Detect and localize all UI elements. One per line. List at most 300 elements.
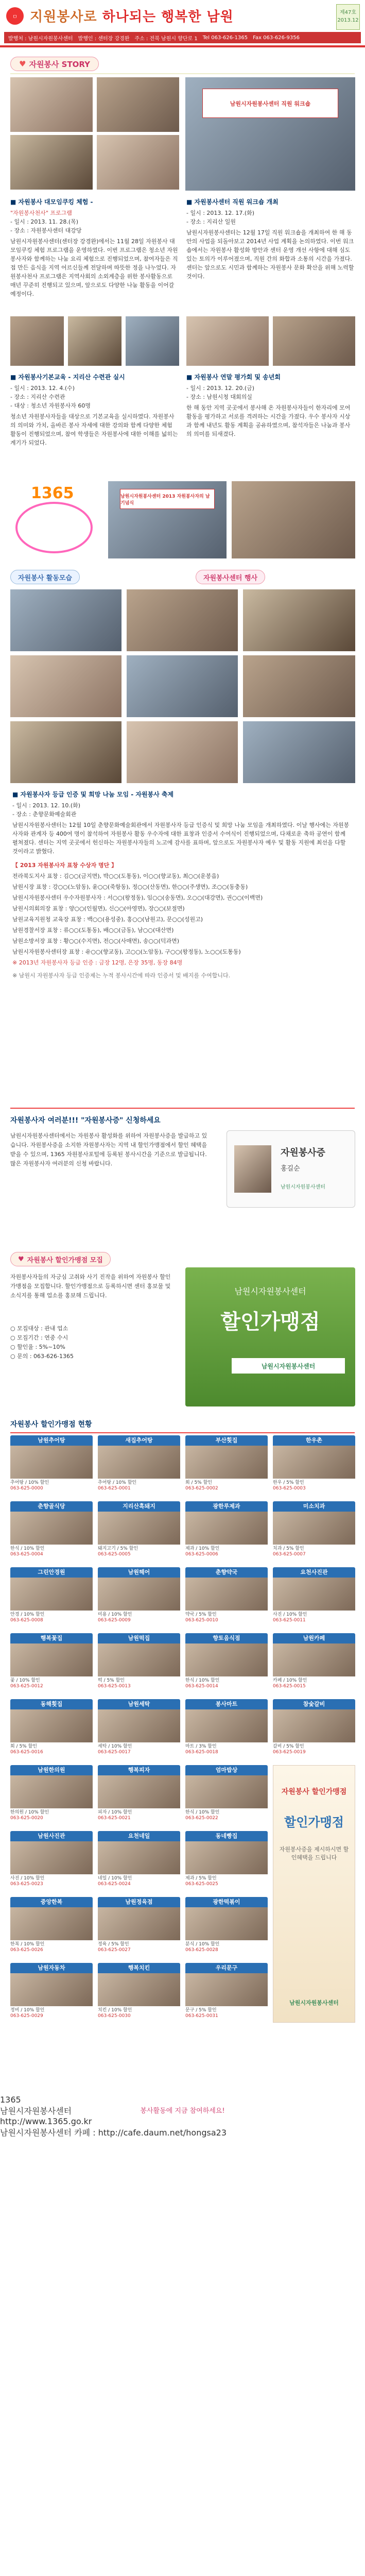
newsletter-logo: ㅁ xyxy=(6,7,24,25)
story-photo-cooking-3 xyxy=(10,135,93,190)
shop-meta xyxy=(98,1545,180,1557)
gallery-photo xyxy=(243,655,355,717)
recruit-heading: 자원봉사자 여러분!!! "자원봉사증" 신청하세요 xyxy=(10,1116,161,1125)
logo-1365-text: 1365 xyxy=(31,484,74,502)
ceremony-photo-1 xyxy=(108,481,227,558)
shop-category: 추어탕 / 10% 할인 xyxy=(10,1480,49,1485)
shop-phone: 063-625-0021 xyxy=(98,1816,131,1821)
shop-card xyxy=(10,1765,93,1826)
recruit-body: 남원시자원봉사센터에서는 자원봉사 활성화를 위하여 자원봉사증을 발급하고 있습니다. 자원봉사증을 소지한 자원봉사자는 지역 내 할인가맹점에서 할인 혜택을 받을 수 있으며, 1365 자원봉사포털에 등록된 봉사시간을 기준으로 발급됩니다. 많은 자원봉사자 여러분의 신청 바랍니다. xyxy=(10,1132,207,1167)
article-meta: - 대상 : 청소년 자원봉사자 60명 xyxy=(10,402,91,409)
story-block xyxy=(0,74,365,569)
poster-org: 남원시자원봉사센터 xyxy=(289,1999,339,2006)
shopjoin-heading-text: 자원봉사 할인가맹점 모집 xyxy=(27,1256,103,1264)
shop-photo xyxy=(98,1446,180,1479)
shop-meta xyxy=(10,2006,93,2019)
award-line: 남원소방서장 표창 : 황○○(수지면), 전○○(사매면), 송○○(덕과면) xyxy=(12,938,180,944)
article-meta: - 일시 : 2013. 11. 28.(목) xyxy=(10,218,79,225)
shop-phone: 063-625-0027 xyxy=(98,1947,131,1953)
article-festival xyxy=(12,790,353,980)
shop-photo xyxy=(273,1446,355,1479)
shop-category: 네일 / 10% 할인 xyxy=(98,1876,132,1881)
shop-photo xyxy=(185,1578,268,1611)
shop-category: 미용 / 10% 할인 xyxy=(98,1612,132,1617)
shop-photo xyxy=(185,1446,268,1479)
info-item: Fax 063-626-9356 xyxy=(253,35,300,41)
publisher-info-bar xyxy=(4,32,361,43)
shop-category: 한복 / 10% 할인 xyxy=(10,1942,45,1947)
shop-meta xyxy=(10,1742,93,1755)
newsletter-title xyxy=(30,6,234,25)
shop-phone: 063-625-0012 xyxy=(10,1684,43,1689)
shop-name: 요천네일 xyxy=(98,1831,180,1841)
award-line: 남원시의회의장 표창 : 양○○(인월면), 신○○(아영면), 장○○(보절면) xyxy=(12,905,185,912)
gallery-photo xyxy=(127,589,238,651)
poster-org: 남원시자원봉사센터 xyxy=(232,1358,345,1374)
shop-phone: 063-625-0022 xyxy=(185,1816,218,1821)
gallery-heading xyxy=(10,570,80,584)
info-item: 발행인 : 센터장 강경완 xyxy=(78,36,130,42)
shop-category: 정비 / 10% 할인 xyxy=(10,2008,45,2013)
shop-category: 치과 / 5% 할인 xyxy=(273,1546,304,1551)
shop-phone: 063-625-0013 xyxy=(98,1684,131,1689)
shop-name: 남원세탁 xyxy=(98,1699,180,1709)
shop-name: 한우촌 xyxy=(273,1435,355,1446)
article-meta: - 일시 : 2013. 12. 10.(화) xyxy=(12,802,81,809)
gallery-heading-row xyxy=(0,569,365,587)
shop-category: 떡 / 5% 할인 xyxy=(98,1678,125,1683)
shop-name: 남원추어탕 xyxy=(10,1435,93,1446)
shop-category: 회 / 5% 할인 xyxy=(10,1744,37,1749)
shop-phone: 063-625-0018 xyxy=(185,1750,218,1755)
shopjoin-item: ○ 문의 : 063-626-1365 xyxy=(10,1353,74,1360)
shop-photo xyxy=(185,1841,268,1874)
shop-phone: 063-625-0024 xyxy=(98,1882,131,1887)
shop-card xyxy=(10,1435,93,1496)
shop-meta xyxy=(10,1479,93,1492)
shop-photo xyxy=(10,1446,93,1479)
shopjoin-poster xyxy=(185,1267,355,1406)
shop-photo xyxy=(10,1512,93,1545)
shop-name: 부산횟집 xyxy=(185,1435,268,1446)
issue-date: 2013.12 xyxy=(337,18,359,23)
shop-name: 남원카페 xyxy=(273,1633,355,1643)
shop-meta xyxy=(185,1479,268,1492)
gallery-right-heading-text: 자원봉사센터 행사 xyxy=(203,574,257,582)
article-meta: - 장소 : 남원시청 대회의실 xyxy=(186,394,252,400)
shop-name: 춘향약국 xyxy=(185,1567,268,1578)
shop-name: 엄마밥상 xyxy=(185,1765,268,1775)
footer-url-link[interactable]: http://www.1365.go.kr xyxy=(0,2116,92,2126)
illustration-1365 xyxy=(10,481,103,558)
shop-phone: 063-625-0020 xyxy=(10,1816,43,1821)
shop-category: 약국 / 5% 할인 xyxy=(185,1612,217,1617)
shop-photo xyxy=(98,1643,180,1676)
gallery-photo xyxy=(10,589,121,651)
shop-card xyxy=(273,1501,355,1562)
story-heading-pill xyxy=(10,57,99,71)
shop-card xyxy=(10,1963,93,2024)
article-subtitle: "자원봉사천사" 프로그램 xyxy=(10,210,72,216)
shop-name: 봉사마트 xyxy=(185,1699,268,1709)
shop-name: 남원자동차 xyxy=(10,1963,93,1973)
shop-category: 사진 / 10% 할인 xyxy=(10,1876,45,1881)
shop-photo xyxy=(10,1643,93,1676)
article-education xyxy=(10,373,179,447)
shop-category: 분식 / 10% 할인 xyxy=(185,1942,220,1947)
shop-photo xyxy=(98,1907,180,1940)
award-line: 남원교육지원청 교육장 표창 : 백○○(용성중), 홍○○(남원고), 문○○(성원고) xyxy=(12,916,203,923)
shop-card xyxy=(10,1567,93,1628)
shop-phone: 063-625-0001 xyxy=(98,1486,131,1491)
shop-meta xyxy=(185,1545,268,1557)
article-title: ■ 자원봉사 연말 평가회 및 송년회 xyxy=(186,374,281,381)
shop-meta xyxy=(98,1940,180,1953)
title-part-a: 지원봉사로 xyxy=(30,9,102,25)
poster-sub: 자원봉사증을 제시하시면 할인혜택을 드립니다 xyxy=(279,1846,349,1861)
award-line: 남원시장 표창 : 강○○(노암동), 윤○○(죽항동), 정○○(산동면), 한○○(주생면), 조○○(동충동) xyxy=(12,884,248,890)
shop-card xyxy=(273,1699,355,1760)
shops-heading: 자원봉사 할인가맹점 현황 xyxy=(10,1420,92,1429)
shop-card xyxy=(10,1831,93,1892)
shop-photo xyxy=(185,1907,268,1940)
shopjoin-block xyxy=(0,1252,365,1417)
shop-grid xyxy=(0,1435,365,2095)
shops-heading-row xyxy=(0,1417,365,1435)
shop-photo xyxy=(98,1841,180,1874)
shop-card xyxy=(10,1699,93,1760)
shop-photo xyxy=(185,1775,268,1808)
shopjoin-items xyxy=(10,1324,175,1361)
poster-big-text: 할인가맹점 xyxy=(220,1310,320,1334)
shop-photo xyxy=(273,1578,355,1611)
shop-category: 정육 / 5% 할인 xyxy=(98,1942,129,1947)
shop-category: 제과 / 10% 할인 xyxy=(185,1546,220,1551)
shop-card xyxy=(185,1633,268,1694)
shop-card xyxy=(10,1897,93,1958)
shop-photo xyxy=(185,1973,268,2006)
shop-meta xyxy=(98,1808,180,1821)
shop-name: 광한떡볶이 xyxy=(185,1897,268,1907)
story-photo-education-2 xyxy=(68,316,121,366)
footer-logo-1365: 1365 xyxy=(0,2095,21,2105)
shop-meta xyxy=(98,1611,180,1623)
awards-title: 【 2013 자원봉사자 표창 수상자 명단 】 xyxy=(12,862,117,869)
info-item: 주소 : 전북 남원시 향단로 1 xyxy=(134,36,198,42)
shop-card xyxy=(98,1435,180,1496)
article-meta: - 일시 : 2013. 12. 4.(수) xyxy=(10,385,75,392)
gallery-photo xyxy=(10,721,121,783)
shop-category: 한식 / 10% 할인 xyxy=(10,1546,45,1551)
shop-card xyxy=(185,1567,268,1628)
gallery-photo xyxy=(243,721,355,783)
shop-card xyxy=(185,1699,268,1760)
article-body: 남원시자원봉사센터는 12월 10일 춘향문화예술회관에서 자원봉사자 등급 인증식 및 희망 나눔 모임을 개최하였다. 이날 행사에는 자원봉사자와 관계자 등 400여 명이 참석하여 자원봉사 활동 우수자에 대한 표창과 인증서 수여식이 진행되었으며, 다채로운 축하 공연이 함께 펼쳐졌다. 센터는 지역 곳곳에서 헌신하는 자원봉사자들의 노고에 감사를 표하며, 앞으로도 자원봉사자 예우 및 활동 지원에 최선을 다할 것이라고 밝혔다. xyxy=(12,822,350,855)
shop-phone: 063-625-0029 xyxy=(10,2013,43,2019)
shop-name: 우리문구 xyxy=(185,1963,268,1973)
shop-category: 문구 / 5% 할인 xyxy=(185,2008,217,2013)
shop-phone: 063-625-0028 xyxy=(185,1947,218,1953)
shop-photo xyxy=(185,1512,268,1545)
shop-meta xyxy=(185,1611,268,1623)
shop-photo xyxy=(98,1709,180,1742)
shopjoin-item: ○ 할인율 : 5%~10% xyxy=(10,1344,65,1350)
article-meta: - 장소 : 자원봉사센터 대강당 xyxy=(10,227,82,234)
shop-phone: 063-625-0017 xyxy=(98,1750,131,1755)
shop-name: 남원떡집 xyxy=(98,1633,180,1643)
shop-meta xyxy=(98,1874,180,1887)
shop-card xyxy=(185,1435,268,1496)
poster-big-text: 할인가맹점 xyxy=(284,1815,344,1829)
story-photo-party-2 xyxy=(273,316,355,366)
story-photo-party-1 xyxy=(186,316,269,366)
shop-meta xyxy=(98,1676,180,1689)
shop-meta xyxy=(185,2006,268,2019)
shop-meta xyxy=(185,1676,268,1689)
shop-photo xyxy=(273,1643,355,1676)
divider xyxy=(10,1108,355,1109)
shop-category: 카페 / 10% 할인 xyxy=(273,1678,307,1683)
award-line: ※ 2013년 자원봉사자 등급 인증 : 금장 12명, 은장 35명, 동장 84명 xyxy=(12,959,183,966)
shop-meta xyxy=(273,1545,355,1557)
gallery-right-heading xyxy=(196,570,265,584)
story-photo-education-3 xyxy=(126,316,179,366)
shop-photo xyxy=(98,1973,180,2006)
shop-category: 추어탕 / 10% 할인 xyxy=(98,1480,137,1485)
shop-meta xyxy=(10,1611,93,1623)
shop-category: 한식 / 10% 할인 xyxy=(185,1810,220,1815)
shop-photo xyxy=(10,1841,93,1874)
shop-photo xyxy=(98,1775,180,1808)
shops-poster xyxy=(273,1765,355,2023)
shopjoin-heading xyxy=(10,1252,111,1266)
award-line: 남원경찰서장 표창 : 류○○(도통동), 배○○(금동), 남○○(대산면) xyxy=(12,927,174,934)
shopjoin-body: 자원봉사자들의 자긍심 고취와 사기 진작을 위하여 자원봉사 할인가맹점을 모집합니다. 할인가맹점으로 등록하시면 센터 홍보물 및 소식지를 통해 업소를 홍보해 드립니다. xyxy=(10,1274,171,1299)
shop-phone: 063-625-0019 xyxy=(273,1750,306,1755)
shop-card xyxy=(185,1831,268,1892)
shop-meta xyxy=(10,1676,93,1689)
shop-photo xyxy=(185,1709,268,1742)
shop-meta xyxy=(273,1479,355,1492)
gallery-block xyxy=(0,587,365,788)
shop-name: 남원사진관 xyxy=(10,1831,93,1841)
article-cooking xyxy=(10,198,179,298)
award-line: 남원시자원봉사센터장 표창 : 유○○(향교동), 고○○(노암동), 구○○(왕정동), 노○○(도통동) xyxy=(12,948,241,955)
shop-meta xyxy=(10,1545,93,1557)
story-photo-education-1 xyxy=(10,316,64,366)
story-photo-cooking-4 xyxy=(97,135,179,190)
card-org: 남원시자원봉사센터 xyxy=(281,1184,325,1190)
card-photo xyxy=(234,1145,271,1193)
shop-photo xyxy=(10,1907,93,1940)
shop-meta xyxy=(98,1479,180,1492)
gallery-photo xyxy=(10,655,121,717)
gallery-heading-text: 자원봉사 활동모습 xyxy=(18,574,72,582)
shop-category: 사진 / 10% 할인 xyxy=(273,1612,307,1617)
shop-phone: 063-625-0015 xyxy=(273,1684,306,1689)
shop-meta xyxy=(273,1611,355,1623)
shop-name: 동네빵집 xyxy=(185,1831,268,1841)
shop-meta xyxy=(98,2006,180,2019)
shop-phone: 063-625-0008 xyxy=(10,1618,43,1623)
shop-meta xyxy=(10,1874,93,1887)
issue-box xyxy=(336,4,360,30)
article-title: ■ 자원봉사자 등급 인증 및 희망 나눔 모임 - 자원봉사 축제 xyxy=(12,791,174,798)
story-photo-cooking-1 xyxy=(10,77,93,132)
shop-category: 제과 / 5% 할인 xyxy=(185,1876,217,1881)
newsletter-header xyxy=(0,0,365,47)
shop-name: 행복피자 xyxy=(98,1765,180,1775)
footer xyxy=(0,2095,365,2171)
shop-card xyxy=(98,1501,180,1562)
shop-category: 한의원 / 10% 할인 xyxy=(10,1810,49,1815)
article-title: ■ 자원봉사센터 직원 워크숍 개최 xyxy=(186,198,279,206)
shop-photo xyxy=(10,1709,93,1742)
shop-name: 남원헤어 xyxy=(98,1567,180,1578)
ceremony-banner: 남원시자원봉사센터 2013 자원봉사자의 날 기념식 xyxy=(120,489,215,509)
article-body: 한 해 동안 지역 곳곳에서 봉사해 온 자원봉사자들이 한자리에 모여 활동을 평가하고 서로를 격려하는 시간을 가졌다. 우수 봉사자 시상과 함께 내년도 활동 계획을 공유하였으며, 참석자들은 나눔과 봉사의 의미를 되새겼다. xyxy=(186,404,351,437)
story-photo-cooking-2 xyxy=(97,77,179,132)
story-photo-workshop xyxy=(185,77,355,191)
shop-card xyxy=(273,1633,355,1694)
shop-name: 지리산흑돼지 xyxy=(98,1501,180,1512)
gallery-photo xyxy=(127,655,238,717)
shop-name: 미소치과 xyxy=(273,1501,355,1512)
shop-meta xyxy=(185,1742,268,1755)
story-heading xyxy=(0,54,365,74)
shop-category: 마트 / 3% 할인 xyxy=(185,1744,217,1749)
article-meta: - 일시 : 2013. 12. 17.(화) xyxy=(186,210,255,216)
shop-category: 치킨 / 10% 할인 xyxy=(98,2008,132,2013)
article-meta: - 장소 : 춘향문화예술회관 xyxy=(12,811,77,818)
shop-phone: 063-625-0006 xyxy=(185,1552,218,1557)
shop-meta xyxy=(98,1742,180,1755)
shop-photo xyxy=(10,1578,93,1611)
shopjoin-item: ○ 모집대상 : 관내 업소 xyxy=(10,1325,68,1332)
article-title: ■ 자원봉사기본교육 - 지리산 수련관 실시 xyxy=(10,374,125,381)
shop-card xyxy=(273,1435,355,1496)
shop-phone: 063-625-0010 xyxy=(185,1618,218,1623)
shop-name: 중앙한복 xyxy=(10,1897,93,1907)
shop-category: 안경 / 10% 할인 xyxy=(10,1612,45,1617)
shop-category: 회 / 5% 할인 xyxy=(185,1480,212,1485)
shopjoin-item: ○ 모집기간 : 연중 수시 xyxy=(10,1334,68,1341)
shop-name: 춘향골식당 xyxy=(10,1501,93,1512)
shop-meta xyxy=(10,1940,93,1953)
shop-card xyxy=(273,1567,355,1628)
shop-phone: 063-625-0030 xyxy=(98,2013,131,2019)
shop-phone: 063-625-0031 xyxy=(185,2013,218,2019)
shop-card xyxy=(98,1765,180,1826)
shop-card xyxy=(98,1831,180,1892)
shop-phone: 063-625-0026 xyxy=(10,1947,43,1953)
shop-phone: 063-625-0003 xyxy=(273,1486,306,1491)
shop-phone: 063-625-0000 xyxy=(10,1486,43,1491)
shop-card xyxy=(98,1963,180,2024)
volunteer-card xyxy=(227,1130,355,1208)
shop-name: 남원정육점 xyxy=(98,1897,180,1907)
heart-icon: ♥ xyxy=(18,1255,24,1263)
shop-name: 새집추어탕 xyxy=(98,1435,180,1446)
article-body: 남원시자원봉사센터는 12월 17일 직원 워크숍을 개최하여 한 해 동안의 사업을 되돌아보고 2014년 사업 계획을 논의하였다. 이번 워크숍에서는 자원봉사 활성화 방안과 센터 운영 개선 사항에 대해 심도 있는 토의가 이루어졌으며, 직원 간의 화합과 소통의 시간을 가졌다. 센터는 앞으로도 시민과 함께하는 자원봉사 문화 확산을 위해 노력할 것이다. xyxy=(186,229,354,280)
shop-phone: 063-625-0023 xyxy=(10,1882,43,1887)
shop-card xyxy=(185,1897,268,1958)
story-heading-text: 자원봉사 STORY xyxy=(29,59,91,69)
shop-meta xyxy=(185,1808,268,1821)
footer-cafe-link[interactable]: 남원시자원봉사센터 카페 : http://cafe.daum.net/hongsa23 xyxy=(0,2128,227,2138)
shop-phone: 063-625-0011 xyxy=(273,1618,306,1623)
article-meta: - 장소 : 지리산 일원 xyxy=(186,218,236,225)
issue-number: 제47호 xyxy=(339,10,357,15)
shop-photo xyxy=(273,1709,355,1742)
shop-phone: 063-625-0007 xyxy=(273,1552,306,1557)
festival-block xyxy=(0,788,365,1108)
shop-meta xyxy=(185,1874,268,1887)
shop-category: 한우 / 5% 할인 xyxy=(273,1480,304,1485)
info-item: 발행처 : 남원시자원봉사센터 xyxy=(8,36,73,42)
festival-footnote: ※ 남원시 자원봉사자 등급 인증제는 누적 봉사시간에 따라 인증서 및 배지를 수여합니다. xyxy=(12,972,231,979)
shop-name: 행복꽃집 xyxy=(10,1633,93,1643)
gallery-photo xyxy=(127,721,238,783)
shop-photo xyxy=(98,1578,180,1611)
shop-meta xyxy=(185,1940,268,1953)
gallery-photo xyxy=(243,589,355,651)
shop-name: 광한루제과 xyxy=(185,1501,268,1512)
award-line: 남원시자원봉사센터 우수자원봉사자 : 서○○(왕정동), 임○○(송동면), 오○○(대강면), 권○○(이백면) xyxy=(12,894,263,901)
article-meta: - 장소 : 지리산 수련관 xyxy=(10,394,65,400)
shop-photo xyxy=(10,1973,93,2006)
ceremony-photo-2 xyxy=(232,481,355,558)
shop-card xyxy=(98,1633,180,1694)
shop-phone: 063-625-0009 xyxy=(98,1618,131,1623)
card-title: 자원봉사증 xyxy=(281,1147,325,1158)
shop-card xyxy=(98,1897,180,1958)
shop-name: 행복치킨 xyxy=(98,1963,180,1973)
shop-card xyxy=(98,1699,180,1760)
shop-card xyxy=(98,1567,180,1628)
title-part-b: 하나되는 행복한 남원 xyxy=(102,9,234,25)
shop-name: 그린안경원 xyxy=(10,1567,93,1578)
shop-category: 꽃 / 10% 할인 xyxy=(10,1678,40,1683)
article-body: 남원시자원봉사센터(센터장 강경완)에서는 11월 28일 자원봉사 대모임쿠킹 체험 프로그램을 운영하였다. 이번 프로그램은 청소년 자원봉사자와 함께하는 나눔 요리 체험으로 진행되었으며, 참여자들은 직접 만든 음식을 지역 어르신들께 전달하며 따뜻한 정을 나누었다. 자원봉사천사 프로그램은 지역사회의 소외계층을 위한 봉사활동으로 매년 꾸준히 진행되고 있으며, 앞으로도 다양한 나눔 활동을 이어갈 예정이다. xyxy=(10,238,178,297)
shop-phone: 063-625-0016 xyxy=(10,1750,43,1755)
heart-icon: ♥ xyxy=(19,59,26,69)
shop-card xyxy=(185,1501,268,1562)
shop-name: 요천사진관 xyxy=(273,1567,355,1578)
shop-category: 돼지고기 / 5% 할인 xyxy=(98,1546,138,1551)
shop-meta xyxy=(273,1676,355,1689)
article-workshop xyxy=(186,198,355,281)
shop-category: 갈비 / 5% 할인 xyxy=(273,1744,304,1749)
shop-phone: 063-625-0025 xyxy=(185,1882,218,1887)
shop-meta xyxy=(10,1808,93,1821)
info-item: Tel 063-626-1365 xyxy=(202,35,248,41)
shop-card xyxy=(10,1501,93,1562)
shop-name: 참숯갈비 xyxy=(273,1699,355,1709)
card-name: 홍길순 xyxy=(281,1165,300,1173)
shop-photo xyxy=(273,1512,355,1545)
footer-org-logo: 남원시자원봉사센터 xyxy=(0,2106,72,2116)
hands-heart-icon xyxy=(15,502,93,553)
shop-photo xyxy=(185,1643,268,1676)
shop-card xyxy=(185,1765,268,1826)
shop-photo xyxy=(98,1512,180,1545)
divider xyxy=(10,1432,355,1433)
shop-name: 남원한의원 xyxy=(10,1765,93,1775)
shop-phone: 063-625-0004 xyxy=(10,1552,43,1557)
recruit-block xyxy=(0,1108,365,1252)
article-meta: - 일시 : 2013. 12. 20.(금) xyxy=(186,385,255,392)
